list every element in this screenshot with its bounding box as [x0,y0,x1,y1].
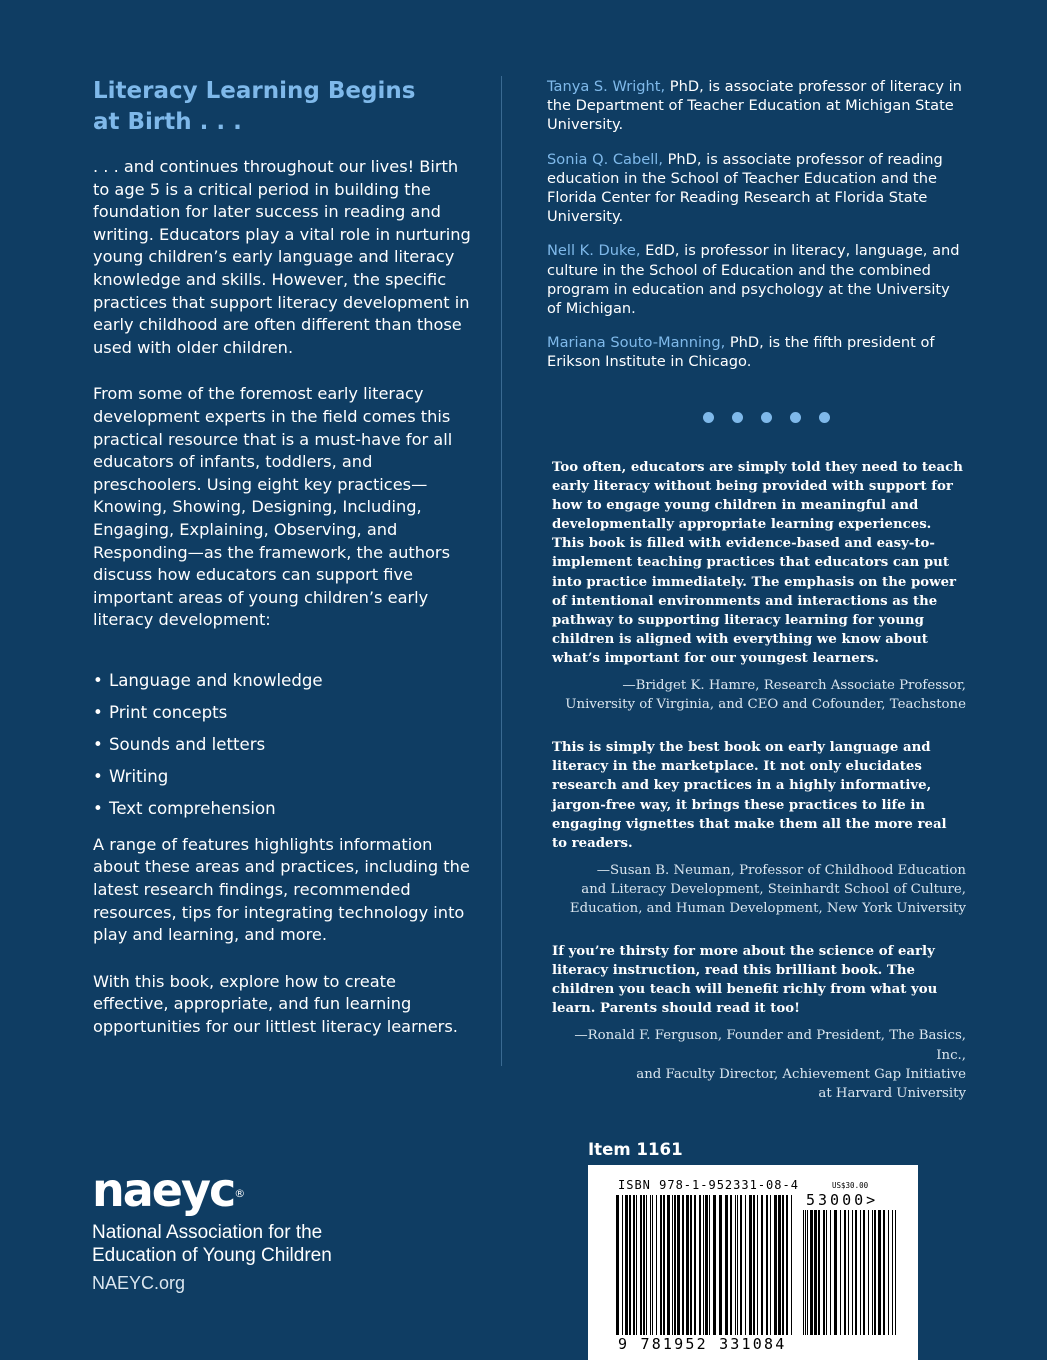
section-separator-dots [703,412,843,424]
author-name: Nell K. Duke, [547,242,641,260]
logo-text: naeyc [92,1163,235,1217]
heading-line-1: Literacy Learning Begins [93,78,416,104]
endorsement-text: If you’re thirsty for more about the science of early literacy instruction, read this brilliant book. The children you teach will benefit richly from what you learn. Parents should read it too! [552,944,938,1017]
list-item: • Language and knowledge [93,670,473,692]
author-bio [547,333,967,371]
barcode-digits: 9 781952 331084 [618,1335,787,1353]
author-description: PhD, is the fifth president of Erikson Institute in Chicago. [547,334,935,371]
dot-icon [761,412,772,423]
publisher-name [92,1221,392,1267]
isbn-barcode [588,1165,918,1360]
endorsement-attribution [552,676,966,714]
description-paragraph-4: With this book, explore how to create effective, appropriate, and fun learning opportunities for our littlest literacy learners. [93,971,458,1037]
heading-line-2: at Birth . . . [93,109,242,135]
description-paragraph-1: . . . and continues throughout our lives! Birth to age 5 is a critical period in building the foundation for later success in reading and writing. Educators play a vital role in nurturing young children’s early language and literacy knowledge and skills. However, the specific practices that support literacy development in early childhood are often different than those used with older children. [93,157,471,357]
attribution-line: at Harvard University [818,1085,966,1101]
attribution-line: —Bridget K. Hamre, Research Associate Professor, [622,678,966,694]
endorsement-text: Too often, educators are simply told they need to teach early literacy without being provided with support for how to engage young children in meaningful and developmentally appropriate learning experiences. This book is filled with evidence-based and easy-to-implement teaching practices that educators can put into practice immediately. The emphasis on the power of intentional environments and interactions as the pathway to supporting literacy learning for young children is aligned with everything we know about what’s important for our youngest learners. [552,460,963,666]
dot-icon [790,412,801,423]
author-bio [547,77,967,135]
author-description: EdD, is professor in literacy, language, and culture in the School of Education and the combined program in education and psychology at the University of Michigan. [547,242,960,318]
attribution-line: —Ronald F. Ferguson, Founder and President, The Basics, Inc., [574,1028,966,1063]
author-bio [547,241,967,318]
attribution-line: Education, and Human Development, New York University [569,900,966,916]
author-name: Tanya S. Wright, [547,78,666,95]
list-item: • Sounds and letters [93,734,473,756]
author-description: PhD, is associate professor of literacy in the Department of Teacher Education at Michigan State University. [547,78,962,134]
description-paragraph-2: From some of the foremost early literacy development experts in the field comes this practical resource that is a must-have for all educators of infants, toddlers, and preschoolers. Using eight key practices—Knowing, Showing, Designing, Including, Engaging, Explaining, Observing, and Responding—as the framework, the authors discuss how educators can support five important areas of young children’s early literacy development: [93,384,453,630]
author-bio [547,150,967,227]
author-bios [547,77,967,387]
publisher-block [92,1165,392,1294]
list-item: • Text comprehension [93,798,473,820]
literacy-areas-list [93,670,473,820]
endorsement [552,738,966,918]
endorsement [552,942,966,1103]
publisher-name-line: National Association for the [92,1222,323,1243]
author-name: Sonia Q. Cabell, [547,150,663,168]
author-description: PhD, is associate professor of reading education in the School of Teacher Education and the Florida Center for Reading Research at Florida State University. [547,150,943,226]
list-item: • Writing [93,766,473,788]
endorsements [552,458,966,1127]
list-item: • Print concepts [93,702,473,724]
registered-mark: ® [234,1187,246,1200]
endorsement [552,458,966,714]
price-code: 53000> [806,1191,879,1209]
isbn-text: ISBN 978-1-952331-08-4 [618,1178,799,1192]
attribution-line: and Literacy Development, Steinhardt School of Culture, [581,881,966,897]
publisher-name-line: Education of Young Children [92,1245,332,1266]
endorsement-attribution [552,1026,966,1102]
attribution-line: University of Virginia, and CEO and Cofounder, Teachstone [565,697,966,713]
endorsement-text: This is simply the best book on early language and literacy in the marketplace. It not only elucidates research and key practices in a highly informative, jargon-free way, it brings these practices to life in engaging vignettes that make them all the more real to readers. [552,740,947,851]
endorsement-attribution [552,861,966,918]
barcode-bars-icon [616,1195,796,1335]
author-name: Mariana Souto-Manning, [547,334,726,352]
publisher-website: NAEYC.org [92,1273,186,1293]
naeyc-logo [92,1165,392,1215]
dot-icon [732,412,743,423]
attribution-line: —Susan B. Neuman, Professor of Childhood Education [596,862,966,878]
addon-barcode-bars-icon [803,1210,898,1335]
attribution-line: and Faculty Director, Achievement Gap Initiative [636,1066,966,1082]
column-divider [501,76,502,1066]
dot-icon [703,412,714,423]
page-heading [93,76,473,138]
price-text: US$30.00 [832,1181,869,1190]
item-number: Item 1161 [588,1140,683,1159]
description-paragraph-3: A range of features highlights information about these areas and practices, including the latest research findings, recommended resources, tips for integrating technology into play and learning, and more. [93,834,470,945]
description-column [93,156,473,1039]
dot-icon [819,412,830,423]
